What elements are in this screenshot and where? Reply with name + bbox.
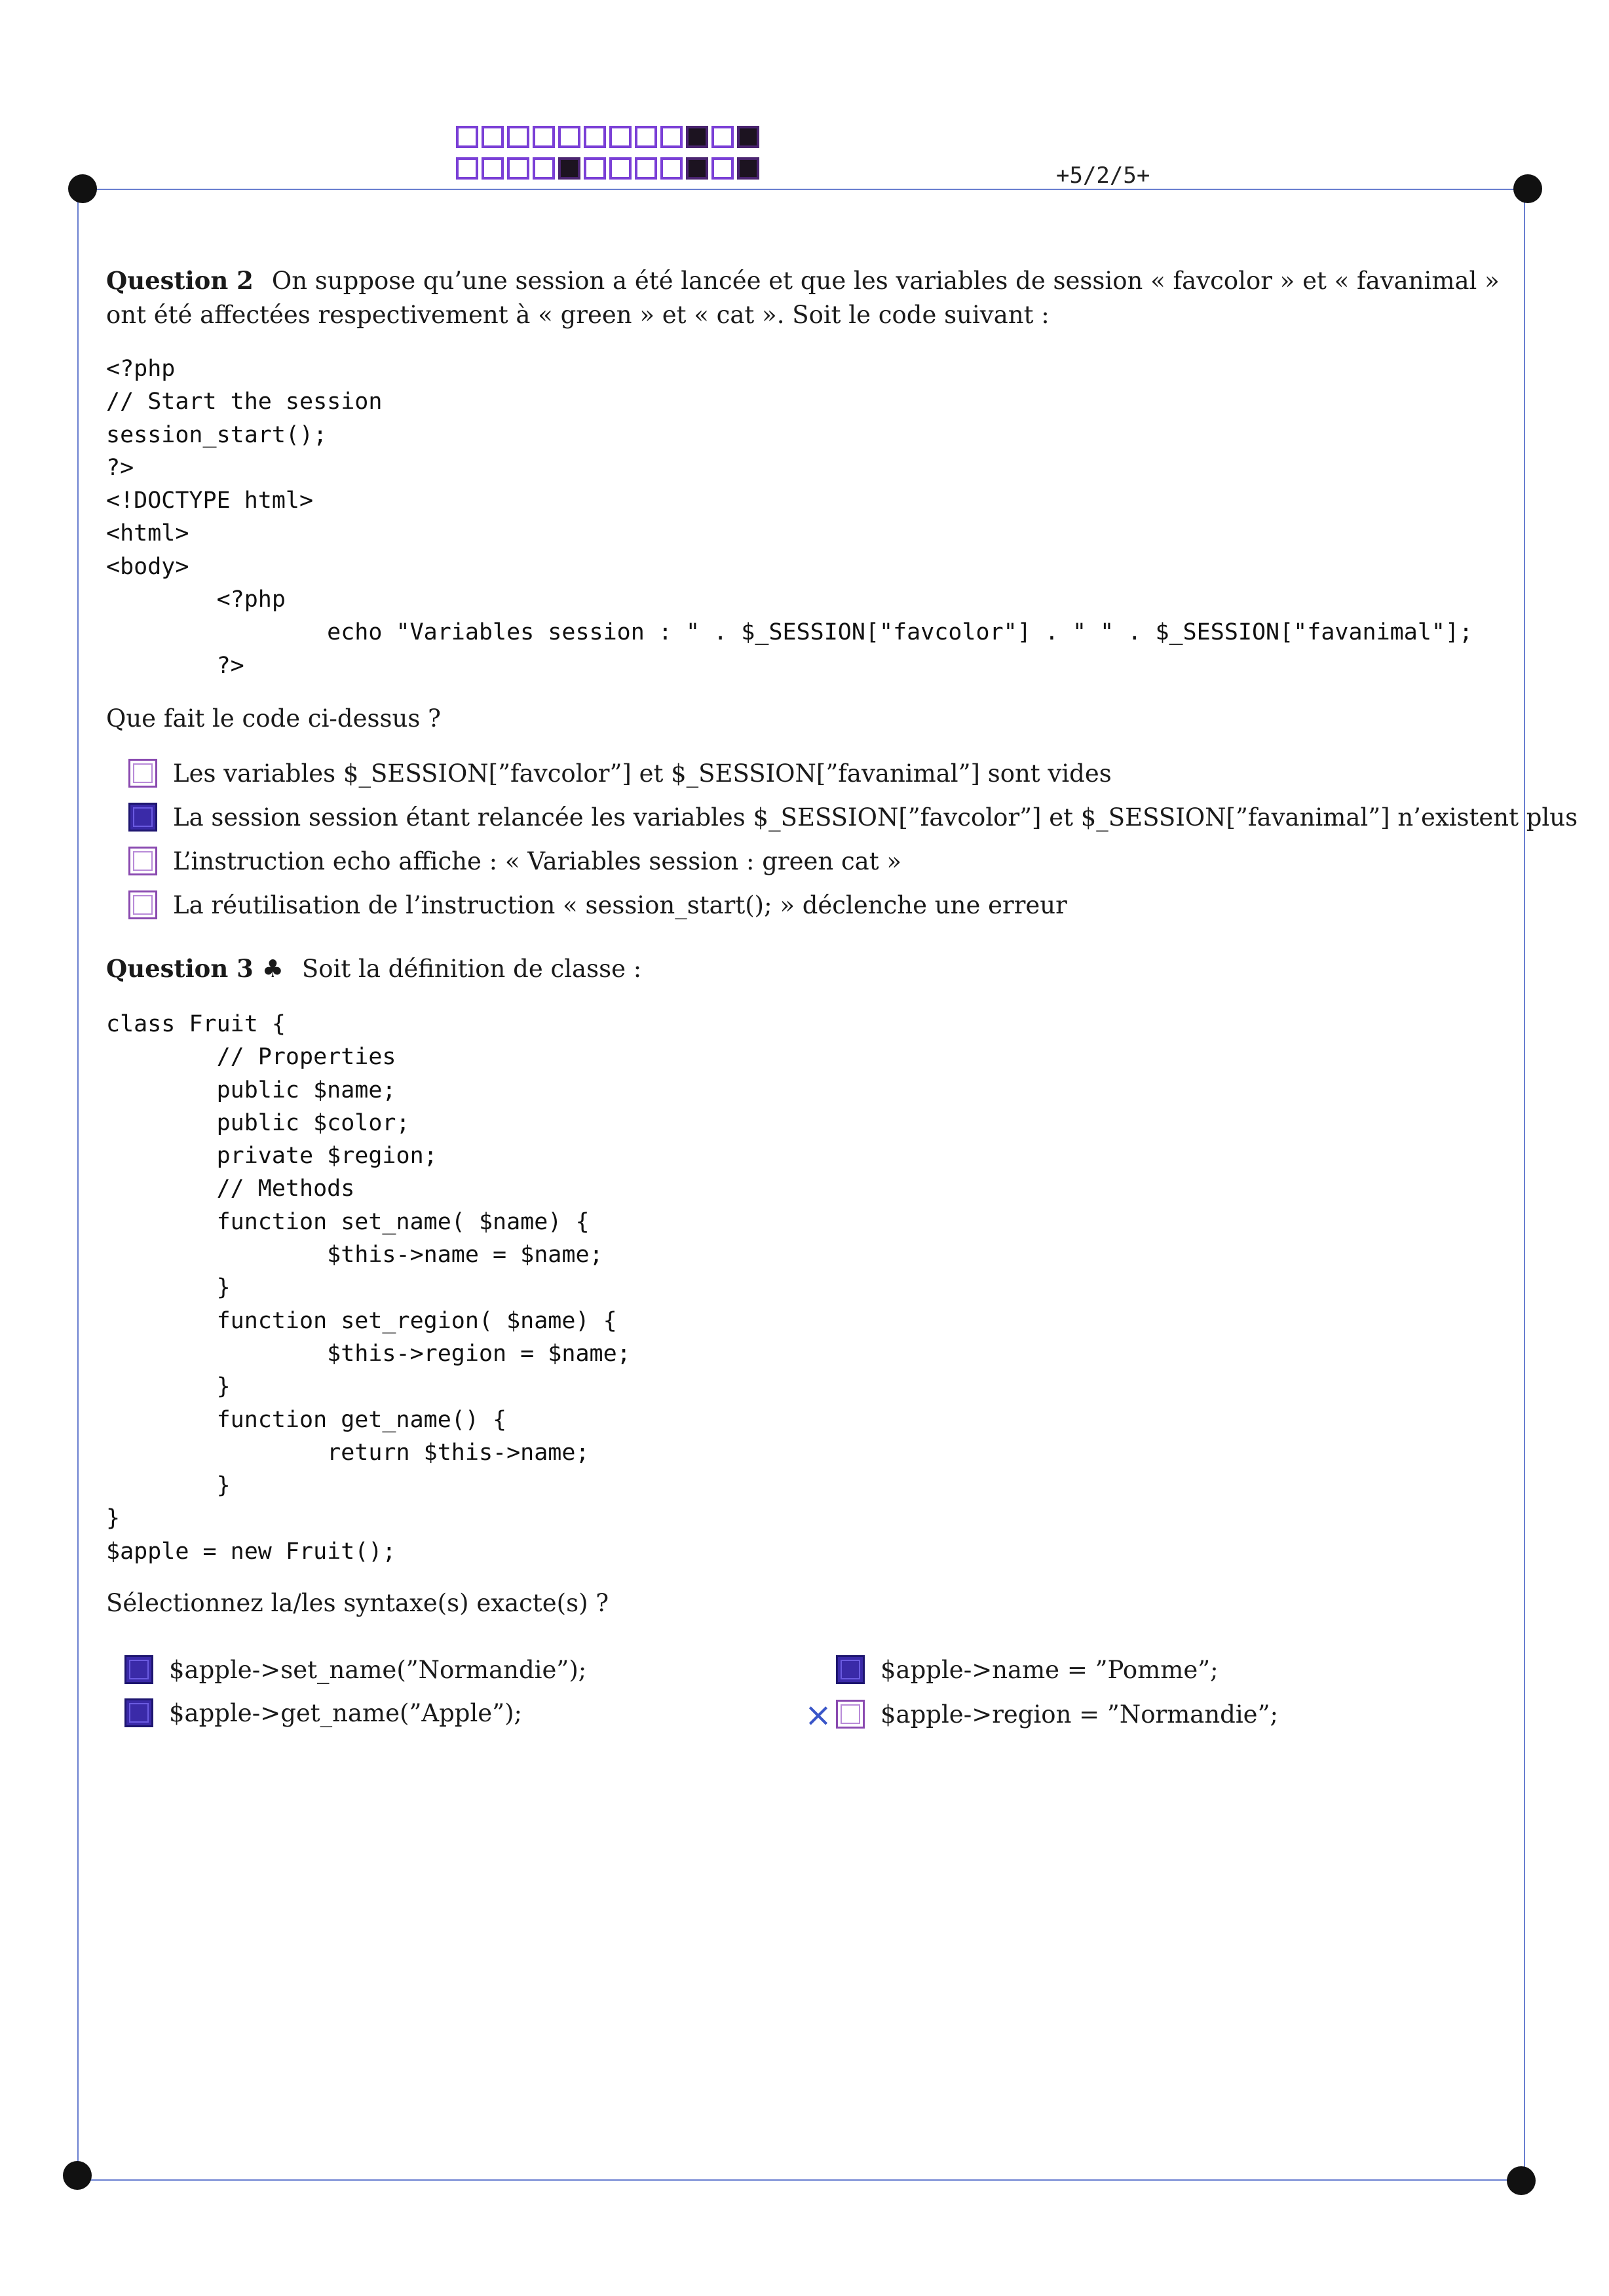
id-code-cell	[660, 157, 683, 180]
id-code-cell	[584, 126, 606, 148]
id-code-cell	[737, 157, 759, 180]
question-2	[106, 263, 1508, 332]
option-label: $apple->set_name(”Normandie”);	[169, 1655, 587, 1684]
id-code-cell	[660, 126, 683, 148]
id-code-cell	[558, 157, 580, 180]
q2-option-2[interactable]	[128, 803, 1578, 832]
id-code-cell	[482, 126, 504, 148]
q3-option-2[interactable]	[124, 1698, 522, 1727]
id-code-cell	[635, 126, 657, 148]
question-3-label: Question 3 ♣	[106, 954, 284, 983]
option-label: L’instruction echo affiche : « Variables session : green cat »	[173, 847, 902, 875]
id-code-cell	[609, 126, 632, 148]
checkbox[interactable]	[836, 1655, 865, 1684]
id-code-cell	[711, 157, 734, 180]
checkbox[interactable]	[128, 759, 157, 788]
id-code-cell	[533, 157, 555, 180]
option-label: Les variables $_SESSION[”favcolor”] et $_SESSION[”favanimal”] sont vides	[173, 759, 1112, 788]
question-3	[106, 951, 1508, 986]
checkbox[interactable]	[124, 1698, 153, 1727]
checkbox[interactable]	[128, 847, 157, 875]
id-code-cell	[456, 157, 478, 180]
option-label: $apple->get_name(”Apple”);	[169, 1698, 523, 1727]
q3-option-3[interactable]	[836, 1655, 1219, 1684]
id-code-cell	[686, 157, 708, 180]
id-code-cell	[533, 126, 555, 148]
option-label: $apple->name = ”Pomme”;	[880, 1655, 1219, 1684]
q3-option-4[interactable]	[836, 1700, 1278, 1729]
id-code-cell	[482, 157, 504, 180]
question-2-text: On suppose qu’une session a été lancée et que les variables de session « favcolor » et « favanimal » ont été affectées respectivement à « green » et « cat ». Soit le code suivant :	[106, 267, 1500, 329]
question-3-code: class Fruit { // Properties public $name; public $color; private $region; // Methods function set_name( $name) { $this->name = $name; } function set_region( $name) { $this->region = $name; } function get_name() { return $this->name; } } $apple = new Fruit();	[106, 1011, 631, 1565]
q2-option-1[interactable]	[128, 759, 1112, 788]
option-label: La réutilisation de l’instruction « session_start(); » déclenche une erreur	[173, 890, 1067, 919]
question-3-text: Soit la définition de classe :	[301, 955, 642, 983]
id-code-cell	[558, 126, 580, 148]
id-code-cell	[686, 126, 708, 148]
id-code-row-2	[456, 157, 763, 180]
checkbox[interactable]	[128, 890, 157, 919]
question-3-prompt: Sélectionnez la/les syntaxe(s) exacte(s) ?	[106, 1589, 609, 1617]
checkbox[interactable]	[836, 1700, 865, 1729]
q2-option-4[interactable]	[128, 890, 1067, 919]
corner-marker-top-right	[1513, 174, 1542, 203]
page-number: +5/2/5+	[1056, 163, 1150, 189]
q3-option-1[interactable]	[124, 1655, 586, 1684]
id-code-cell	[584, 157, 606, 180]
id-code-cell	[456, 126, 478, 148]
id-code-cell	[507, 126, 529, 148]
checkbox[interactable]	[124, 1655, 153, 1684]
option-label: La session session étant relancée les variables $_SESSION[”favcolor”] et $_SESSION[”favanimal”] n’existent plus	[173, 803, 1578, 832]
q2-option-3[interactable]	[128, 847, 901, 875]
id-code-cell	[711, 126, 734, 148]
corner-marker-top-left	[68, 174, 97, 203]
corner-marker-bottom-right	[1507, 2166, 1536, 2195]
corner-marker-bottom-left	[63, 2161, 92, 2190]
question-2-label: Question 2	[106, 266, 254, 295]
id-code-cell	[737, 126, 759, 148]
handwritten-cross-icon: ×	[804, 1696, 832, 1734]
option-label: $apple->region = ”Normandie”;	[880, 1700, 1278, 1729]
id-code-row-1	[456, 126, 763, 148]
question-2-code: <?php // Start the session session_start(); ?> <!DOCTYPE html> <html> <body> <?php echo "Variables session : " . $_SESSION["favcolor"] . " " . $_SESSION["favanimal"]; ?>	[106, 356, 1473, 679]
question-2-prompt: Que fait le code ci-dessus ?	[106, 704, 441, 733]
id-code-cell	[609, 157, 632, 180]
id-code-cell	[635, 157, 657, 180]
id-code-cell	[507, 157, 529, 180]
checkbox[interactable]	[128, 803, 157, 832]
